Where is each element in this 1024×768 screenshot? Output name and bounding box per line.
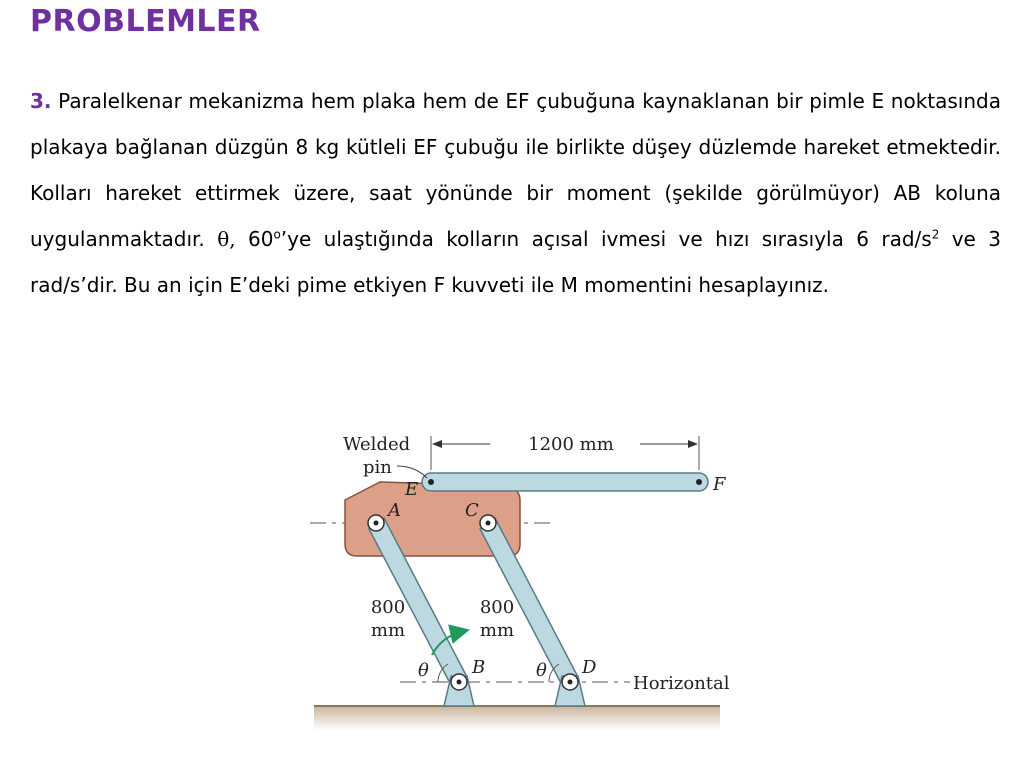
label-A: A (388, 500, 401, 521)
dimension-label: 1200 mm (528, 434, 614, 455)
problem-text-part1: Paralelkenar mekanizma hem plaka hem de EF çubuğuna kaynaklanan bir pimle E noktasında plakaya bağlanan düzgün 8 kg kütleli EF çubuğu ile birlikte düşey düzlemde hareket etmektedir. Kolları hareket ettirmek üzere, saat yönünde bir moment (şekilde görülmüyor) AB koluna uygulanmaktadır. (30, 89, 1001, 251)
problem-text-part3: ’ye ulaştığında kolların açısal ivmesi ve hızı sırasıyla 6 rad/s (280, 227, 932, 251)
arm-CD-length-value: 800 (479, 597, 515, 618)
problem-number: 3. (30, 89, 52, 113)
label-D: D (582, 657, 597, 678)
pin-D (562, 674, 578, 690)
horizontal-label: Horizontal (633, 673, 730, 694)
pin-A (368, 515, 384, 531)
arm-AB-length-value: 800 (370, 597, 406, 618)
arm-CD-length-unit: mm (479, 620, 515, 641)
label-F: F (713, 474, 726, 495)
pin-B (451, 674, 467, 690)
problem-text-part4: ve 3 rad/s’dir. Bu an için E’deki pime etkiyen F kuvveti ile M momentini hesaplayınız. (30, 227, 1001, 297)
slide-title: PROBLEMLER (30, 4, 261, 39)
welded-label-line2: pin (363, 457, 392, 478)
squared-superscript: 2 (931, 227, 940, 242)
problem-text-part2: 60 (235, 227, 274, 251)
label-C: C (465, 500, 479, 521)
pin-F (696, 479, 702, 485)
theta-left-label: θ (418, 660, 429, 681)
ground (314, 706, 720, 730)
pin-E (428, 479, 434, 485)
pin-C (480, 515, 496, 531)
welded-pin-leader (397, 466, 427, 478)
theta-right-label: θ (536, 660, 547, 681)
label-B: B (472, 657, 486, 678)
bar-EF (422, 473, 708, 491)
theta-symbol: θ, (217, 227, 236, 251)
degree-superscript: o (273, 227, 281, 242)
welded-label-line1: Welded (343, 434, 411, 455)
arm-AB-length-unit: mm (370, 620, 406, 641)
label-E: E (405, 479, 419, 500)
